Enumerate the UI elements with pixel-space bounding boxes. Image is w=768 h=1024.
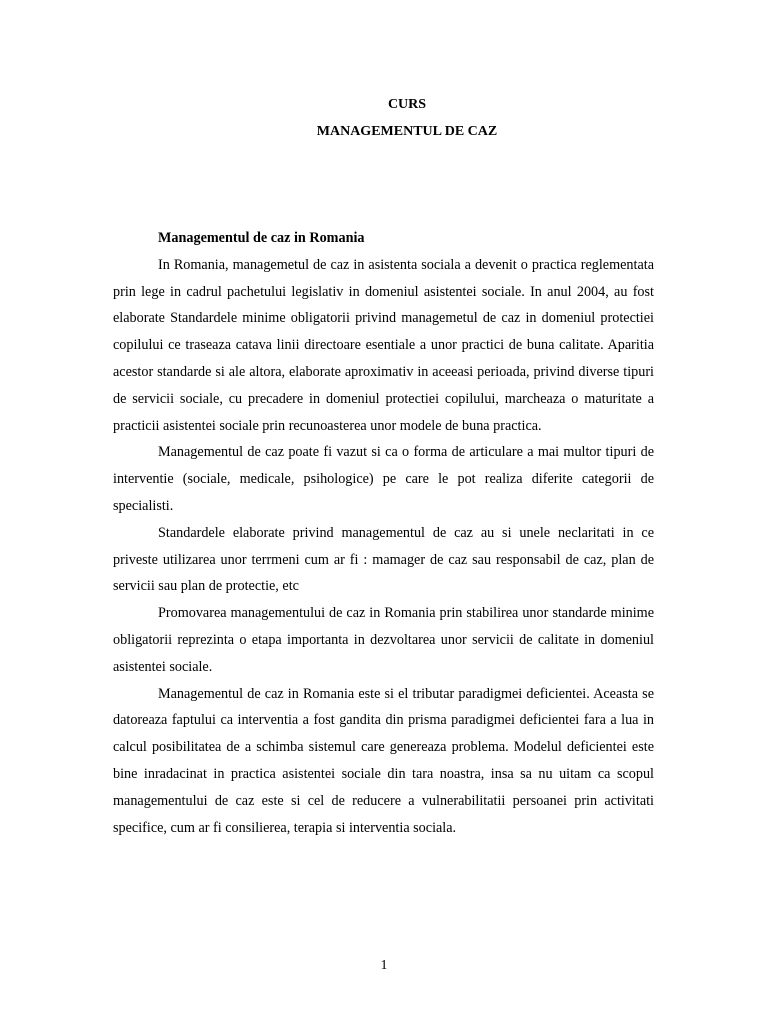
body-content [113, 225, 654, 841]
paragraph: Managementul de caz poate fi vazut si ca o forma de articulare a mai multor tipuri de interventie (sociale, medicale, psihologice) pe care le pot realiza diferite categorii de specialisti. [113, 444, 654, 514]
title-block [0, 92, 768, 145]
paragraph: In Romania, managemetul de caz in asistenta sociala a devenit o practica reglementata prin lege in cadrul pachetului legislativ in domeniul asistentei sociale. In anul 2004, au fost elaborate Standardele minime obligatorii privind managemetul de caz in domeniul protectiei copilului ce traseaza catava linii directoare esentiale a unor practici de buna calitate. Aparitia acestor standarde si ale altora, elaborate aproximativ in aceeasi perioada, privind diverse tipuri de servicii sociale, cu precadere in domeniul protectiei copilului, marcheaza o maturitate a practicii asistentei sociale prin recunoasterea unor modele de buna practica. [113, 256, 654, 434]
paragraph: Promovarea managementului de caz in Romania prin stabilirea unor standarde minime obligatorii reprezinta o etapa importanta in dezvoltarea unor servicii de calitate in domeniul asistentei sociale. [113, 605, 654, 675]
document-title: MANAGEMENTUL DE CAZ [316, 123, 498, 139]
course-label: CURS [387, 97, 427, 112]
page-number: 1 [380, 958, 388, 973]
section-heading: Managementul de caz in Romania [158, 230, 365, 246]
paragraph: Managementul de caz in Romania este si el tributar paradigmei deficientei. Aceasta se datoreaza faptului ca interventia a fost gandita din prisma paradigmei deficientei fara a lua in calcul posibilitatea de a schimba sistemul care genereaza problema. Modelul deficientei este bine inradacinat in practica asistentei sociale din tara noastra, insa sa nu uitam ca scopul managementului de caz este si cel de reducere a vulnerabilitatii persoanei prin activitati specifice, cum ar fi consilierea, terapia si interventia sociala. [113, 685, 654, 836]
paragraph: Standardele elaborate privind managementul de caz au si unele neclaritati in ce priveste utilizarea unor terrmeni cum ar fi : mamager de caz sau responsabil de caz, plan de servicii sau plan de protectie, etc [113, 524, 654, 595]
